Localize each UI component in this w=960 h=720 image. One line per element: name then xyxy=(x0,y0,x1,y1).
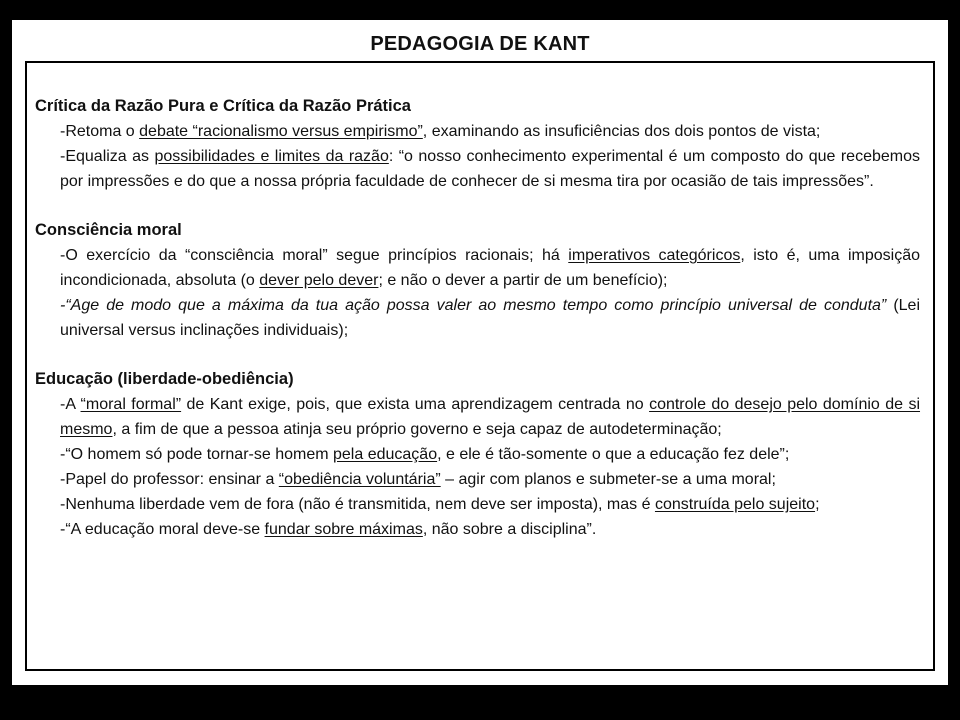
content-body xyxy=(35,94,920,542)
bullet-paragraph xyxy=(60,144,920,194)
text-run: -Papel do professor: ensinar a xyxy=(60,471,279,488)
section xyxy=(35,94,920,194)
text-run: (Lei universal versus inclinações individuais); xyxy=(60,297,920,339)
text-run: -A xyxy=(60,396,81,413)
bullet-paragraph xyxy=(60,517,920,542)
text-run: -O exercício da “consciência moral” segue princípios racionais; há xyxy=(60,247,569,264)
underlined-text: debate “racionalismo versus empirismo” xyxy=(139,123,423,140)
italic-text: -“Age de modo que a máxima da tua ação possa valer ao mesmo tempo como princípio universal de conduta” xyxy=(60,297,887,314)
text-run: de Kant exige, pois, que exista uma aprendizagem centrada no xyxy=(181,396,650,413)
underlined-text: fundar sobre máximas xyxy=(264,521,423,538)
section xyxy=(35,218,920,343)
text-run: -Equaliza as xyxy=(60,148,155,165)
underlined-text: imperativos categóricos xyxy=(568,247,741,264)
text-run: ; xyxy=(815,496,820,513)
section-heading: Educação (liberdade-obediência) xyxy=(35,370,294,388)
text-run: , e ele é tão-somente o que a educação fez dele”; xyxy=(437,446,790,463)
content-frame xyxy=(25,61,935,671)
underlined-text: “obediência voluntária” xyxy=(278,471,441,488)
section-heading: Crítica da Razão Pura e Crítica da Razão Prática xyxy=(35,97,411,115)
section xyxy=(35,367,920,542)
bullet-paragraph xyxy=(60,293,920,343)
bullet-paragraph xyxy=(60,442,920,467)
underlined-text: possibilidades e limites da razão xyxy=(154,148,389,165)
underlined-text: construída pelo sujeito xyxy=(654,496,816,513)
page-title: PEDAGOGIA DE KANT xyxy=(370,33,590,55)
text-run: -“O homem só pode tornar-se homem xyxy=(60,446,333,463)
text-run: -Retoma o xyxy=(60,123,140,140)
bullet-paragraph xyxy=(60,119,920,144)
text-run: , a fim de que a pessoa atinja seu próprio governo e seja capaz de autodeterminação; xyxy=(112,421,722,438)
bullet-paragraph xyxy=(60,392,920,442)
text-run: ; e não o dever a partir de um benefício); xyxy=(378,272,668,289)
text-run: -Nenhuma liberdade vem de fora (não é transmitida, nem deve ser imposta), mas é xyxy=(60,496,655,513)
text-run: , não sobre a disciplina”. xyxy=(422,521,597,538)
text-run: , isto é, uma imposição incondicionada, absoluta (o xyxy=(60,247,920,289)
text-run: – agir com planos e submeter-se a uma moral; xyxy=(440,471,776,488)
bullet-paragraph xyxy=(60,467,920,492)
underlined-text: controle do desejo pelo domínio de si mesmo xyxy=(60,396,921,438)
section-heading: Consciência moral xyxy=(35,221,182,239)
text-run: : “o nosso conhecimento experimental é um composto do que recebemos por impressões e do que a nossa própria faculdade de conhecer de si mesma tira por ocasião de tais impressões”. xyxy=(60,148,921,190)
slide xyxy=(12,20,948,685)
text-run: -“A educação moral deve-se xyxy=(60,521,265,538)
underlined-text: “moral formal” xyxy=(80,396,182,413)
underlined-text: dever pelo dever xyxy=(259,272,379,289)
text-run: , examinando as insuficiências dos dois pontos de vista; xyxy=(422,123,821,140)
bullet-paragraph xyxy=(60,492,920,517)
bullet-paragraph xyxy=(60,243,920,293)
underlined-text: pela educação xyxy=(333,446,438,463)
